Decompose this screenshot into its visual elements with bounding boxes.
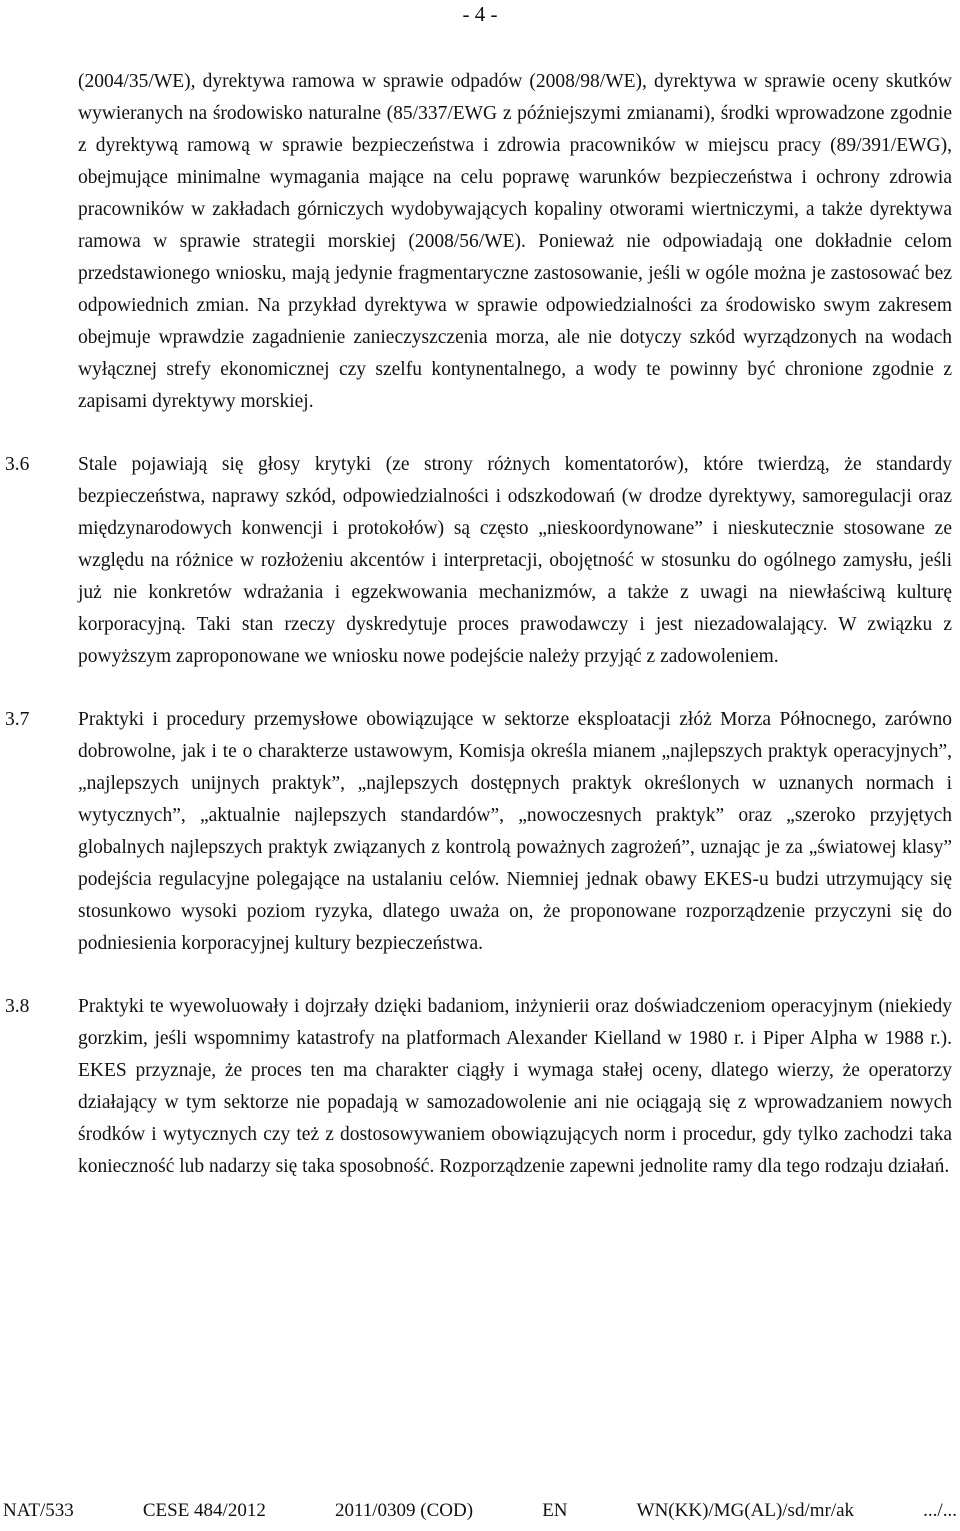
footer-procedure-ref: 2011/0309 (COD) xyxy=(334,1500,474,1521)
footer-doc-ref: NAT/533 xyxy=(3,1500,74,1521)
page-footer xyxy=(3,1498,957,1524)
footer-cese-ref: CESE 484/2012 xyxy=(142,1500,266,1521)
paragraph-3-6 xyxy=(0,449,952,673)
paragraph-number: 3.7 xyxy=(5,709,30,730)
paragraph-continued xyxy=(0,66,952,418)
paragraph-text: Stale pojawiają się głosy krytyki (ze strony różnych komentatorów), które twierdzą, że standardy bezpieczeństwa, naprawy szkód, odpowiedzialności i odszkodowań (w drodze dyrektywy, samoregulacji oraz międzynarodowych konwencji i protokołów) są często „nieskoordynowane” i nieskutecznie stosowane ze względu na różnice w rozłożeniu akcentów i interpretacji, obojętność w stosunku do ogólnego zamysłu, jeśli już nie konkretów wdrażania i egzekwowania mechanizmów, a także z uwagi na niewłaściwą kulturę korporacyjną. Taki stan rzeczy dyskredytuje proces prawodawczy i jest niezadowalający. W związku z powyższym zaproponowane we wniosku nowe podejście należy przyjąć z zadowoleniem. xyxy=(78,454,952,667)
paragraph-number: 3.8 xyxy=(5,996,30,1017)
footer-authors-ref: WN(KK)/MG(AL)/sd/mr/ak xyxy=(636,1500,855,1521)
document-body xyxy=(0,66,960,1183)
footer-language: EN xyxy=(542,1500,568,1521)
page-number: - 4 - xyxy=(462,2,498,26)
paragraph-3-7 xyxy=(0,704,952,960)
paragraph-text: Praktyki te wyewoluowały i dojrzały dzięki badaniom, inżynierii oraz doświadczeniom operacyjnym (niekiedy gorzkim, jeśli wspomnimy katastrofy na platformach Alexander Kielland w 1980 r. i Piper Alpha w 1988 r.). EKES przyznaje, że proces ten ma charakter ciągły i wymaga stałej oceny, dlatego wierzy, że operatorzy działający w tym sektorze nie popadają w samozadowolenie ani nie ociągają się z wprowadzaniem nowych środków i wytycznych czy też z dostosowywaniem obowiązujących norm i procedur, gdy tylko zachodzi taka konieczność lub nadarzy się taka sposobność. Rozporządzenie zapewni jednolite ramy dla tego rodzaju działań. xyxy=(78,996,952,1177)
footer-continuation: .../... xyxy=(923,1500,957,1521)
paragraph-text: Praktyki i procedury przemysłowe obowiązujące w sektorze eksploatacji złóż Morza Północnego, zarówno dobrowolne, jak i te o charakterze ustawowym, Komisja określa mianem „najlepszych praktyk operacyjnych”, „najlepszych unijnych praktyk”, „najlepszych dostępnych praktyk określonych w uznanych normach i wytycznych”, „aktualnie najlepszych standardów”, „nowoczesnych praktyk” oraz „szeroko przyjętych globalnych najlepszych praktyk związanych z kontrolą poważnych zagrożeń”, uznając je za „światowej klasy” podejścia regulacyjne polegające na ustalaniu celów. Niemniej jednak obawy EKES-u budzi utrzymujący się stosunkowo wysoki poziom ryzyka, dlatego uważa on, że proponowane rozporządzenie przyczyni się do podniesienia korporacyjnej kultury bezpieczeństwa. xyxy=(78,709,952,954)
paragraph-3-8 xyxy=(0,991,952,1183)
paragraph-number: 3.6 xyxy=(5,454,30,475)
paragraph-text: (2004/35/WE), dyrektywa ramowa w sprawie odpadów (2008/98/WE), dyrektywa w sprawie oceny skutków wywieranych na środowisko naturalne (85/337/EWG z późniejszymi zmianami), środki wprowadzone zgodnie z dyrektywą ramową w sprawie bezpieczeństwa i zdrowia pracowników w miejscu pracy (89/391/EWG), obejmujące minimalne wymagania mające na celu poprawę warunków bezpieczeństwa i ochrony zdrowia pracowników w zakładach górniczych wydobywających kopaliny otworami wiertniczymi, a także dyrektywa ramowa w sprawie strategii morskiej (2008/56/WE). Ponieważ nie odpowiadają one dokładnie celom przedstawionego wniosku, mają jedynie fragmentaryczne zastosowanie, jeśli w ogóle można je zastosować bez odpowiednich zmian. Na przykład dyrektywa w sprawie odpowiedzialności za środowisko swym zakresem obejmuje wprawdzie zagadnienie zanieczyszczenia morza, ale nie dotyczy szkód wyrządzonych na wodach wyłącznej strefy ekonomicznej czy szelfu kontynentalnego, a wody te powinny być chronione zgodnie z zapisami dyrektywy morskiej. xyxy=(78,71,952,412)
